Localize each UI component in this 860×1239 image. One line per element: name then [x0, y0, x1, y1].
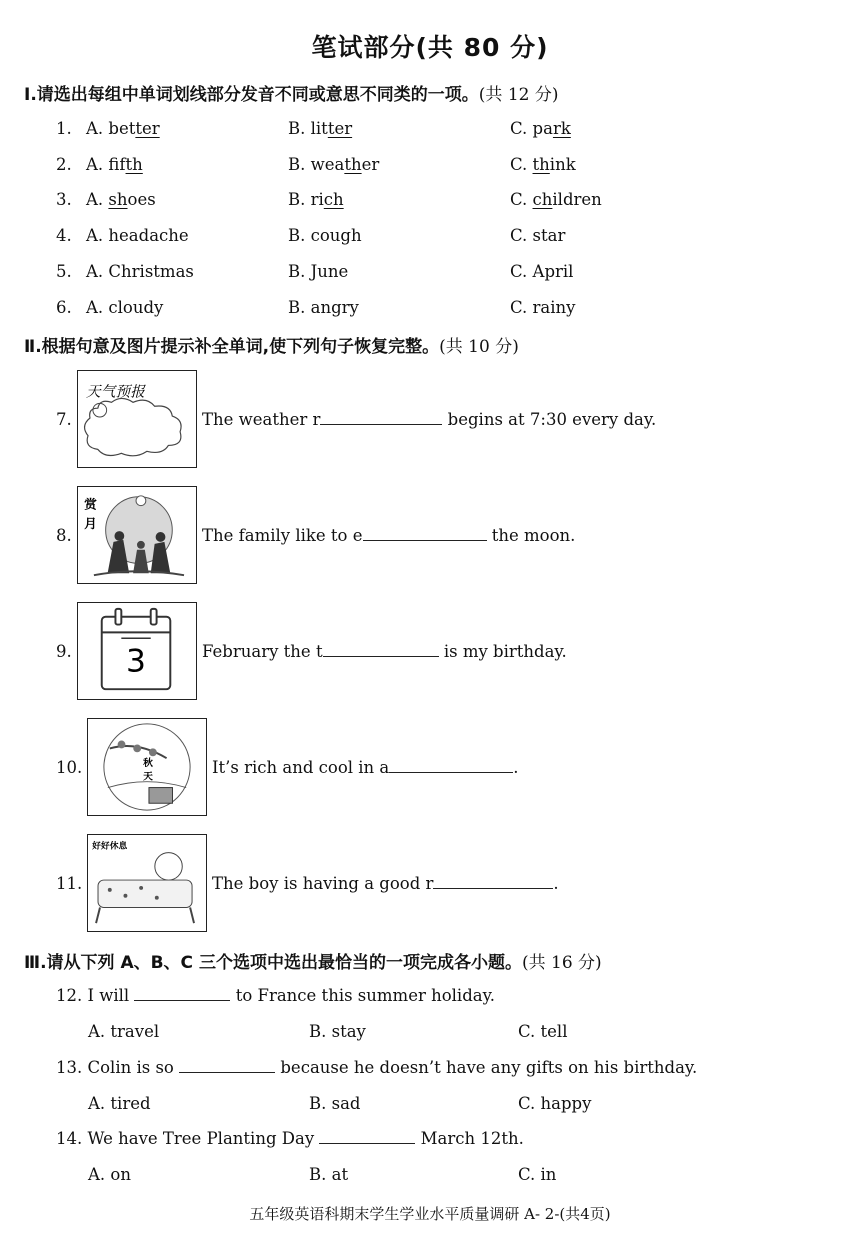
word-part: B. ri: [288, 190, 324, 209]
question-8-number: 8.: [56, 526, 72, 545]
underlined-letters: ter: [327, 119, 353, 138]
item-3-number: 3.: [56, 190, 72, 209]
page-footer: 五年级英语科期末学生学业水平质量调研 A- 2-(共4页): [249, 1205, 611, 1223]
word-part: B. lit: [288, 119, 328, 138]
item-2-option-b[interactable]: [288, 155, 379, 174]
word-part: oes: [127, 190, 156, 209]
weather-report-picture: [77, 370, 197, 468]
question-10-sentence: [212, 758, 519, 777]
word-part: B. wea: [288, 155, 345, 174]
svg-text:好好休息: 好好休息: [92, 841, 128, 852]
word-part: A. cloudy: [86, 298, 164, 317]
answer-blank-12[interactable]: [134, 986, 230, 1001]
word-part: C.: [510, 155, 533, 174]
item-5-number: 5.: [56, 262, 72, 281]
option-13-a[interactable]: A. tired: [88, 1094, 151, 1113]
svg-text:赏: 赏: [84, 497, 97, 513]
item-6-option-b[interactable]: [288, 298, 359, 317]
question-11-number: 11.: [56, 874, 83, 893]
item-2-number: 2.: [56, 155, 72, 174]
svg-text:天: 天: [143, 771, 153, 783]
question-7-sentence: [202, 410, 656, 429]
item-4-number: 4.: [56, 226, 72, 245]
item-3-option-b[interactable]: [288, 190, 344, 209]
underlined-letters: th: [532, 155, 550, 174]
question-10-before: It’s rich and cool in a: [212, 758, 390, 777]
answer-blank-10[interactable]: [389, 758, 513, 773]
option-12-b[interactable]: B. stay: [309, 1022, 366, 1041]
question-7-after: begins at 7:30 every day.: [442, 410, 657, 429]
option-13-c[interactable]: C. happy: [518, 1094, 592, 1113]
question-9-after: is my birthday.: [438, 642, 567, 661]
question-8-before: The family like to e: [202, 526, 363, 545]
option-13-b[interactable]: B. sad: [309, 1094, 361, 1113]
question-8-after: the moon.: [486, 526, 576, 545]
question-13-after: because he doesn’t have any gifts on his birthday.: [275, 1058, 698, 1077]
question-14: [56, 1129, 524, 1148]
section-2-points: (共 10 分): [439, 337, 519, 357]
item-4-option-a[interactable]: [86, 226, 189, 245]
calendar-picture: [77, 602, 197, 700]
word-part: A. headache: [86, 226, 189, 245]
section-1-heading: [24, 80, 559, 105]
word-part: er: [361, 155, 380, 174]
item-6-number: 6.: [56, 298, 72, 317]
section-3-heading: [24, 948, 602, 973]
word-part: C.: [510, 190, 533, 209]
underlined-letters: ch: [532, 190, 553, 209]
question-10-after: .: [513, 758, 519, 777]
word-part: ildren: [552, 190, 602, 209]
word-part: B. angry: [288, 298, 359, 317]
question-8-sentence: [202, 526, 575, 545]
item-1-option-b[interactable]: [288, 119, 352, 138]
question-12-after: to France this summer holiday.: [230, 986, 495, 1005]
picture-7-label: 天气预报: [86, 383, 145, 401]
question-11-before: The boy is having a good r: [212, 874, 434, 893]
section-3-points: (共 16 分): [521, 953, 602, 973]
underlined-letters: sh: [108, 190, 128, 209]
word-part: B. cough: [288, 226, 362, 245]
answer-blank-14[interactable]: [319, 1129, 415, 1144]
underlined-letters: ch: [323, 190, 344, 209]
question-7-number: 7.: [56, 410, 72, 429]
answer-blank-13[interactable]: [179, 1058, 275, 1073]
underlined-letters: ter: [135, 119, 160, 138]
svg-text:月: 月: [84, 517, 97, 533]
word-part: B. June: [288, 262, 349, 281]
item-3-option-c[interactable]: [510, 190, 602, 209]
answer-blank-9[interactable]: [323, 642, 439, 657]
question-9-before: February the t: [202, 642, 323, 661]
item-1-option-c[interactable]: [510, 119, 571, 138]
question-11-sentence: [212, 874, 559, 893]
option-14-a[interactable]: A. on: [88, 1165, 131, 1184]
question-7-before: The weather r: [202, 410, 321, 429]
question-13: [56, 1058, 697, 1077]
answer-blank-7[interactable]: [320, 410, 442, 425]
section-2-heading-text: Ⅱ.根据句意及图片提示补全单词,使下列句子恢复完整。: [24, 337, 440, 357]
item-5-option-b[interactable]: [288, 262, 348, 281]
option-12-a[interactable]: A. travel: [88, 1022, 160, 1041]
underlined-letters: rk: [552, 119, 571, 138]
item-4-option-c[interactable]: [510, 226, 565, 245]
question-12: [56, 986, 495, 1005]
answer-blank-11[interactable]: [433, 874, 553, 889]
item-2-option-c[interactable]: [510, 155, 576, 174]
option-14-b[interactable]: B. at: [309, 1165, 349, 1184]
sleeping-boy-picture: [87, 834, 207, 932]
question-9-sentence: [202, 642, 567, 661]
word-part: C. star: [510, 226, 566, 245]
item-1-number: 1.: [56, 119, 72, 138]
word-part: ink: [549, 155, 576, 174]
item-6-option-a[interactable]: [86, 298, 163, 317]
underlined-letters: th: [344, 155, 362, 174]
word-part: C. April: [510, 262, 574, 281]
item-2-option-a[interactable]: [86, 155, 143, 174]
question-13-before: 13. Colin is so: [56, 1058, 174, 1077]
word-part: A.: [86, 190, 109, 209]
question-9-number: 9.: [56, 642, 72, 661]
question-14-before: 14. We have Tree Planting Day: [56, 1129, 315, 1148]
question-11-after: .: [553, 874, 559, 893]
section-1-points: (共 12 分): [478, 85, 559, 105]
word-part: A. bet: [86, 119, 136, 138]
word-part: A. fif: [86, 155, 126, 174]
item-1-option-a[interactable]: [86, 119, 160, 138]
moon-viewing-picture: [77, 486, 197, 584]
question-14-after: March 12th.: [415, 1129, 524, 1148]
svg-text:秋: 秋: [143, 758, 153, 770]
calendar-date: 3: [126, 643, 146, 680]
answer-blank-8[interactable]: [363, 526, 487, 541]
underlined-letters: th: [125, 155, 143, 174]
word-part: A. Christmas: [86, 262, 194, 281]
page-title: 笔试部分(共 80 分): [311, 33, 549, 62]
item-5-option-a[interactable]: [86, 262, 194, 281]
section-3-heading-text: Ⅲ.请从下列 A、B、C 三个选项中选出最恰当的一项完成各小题。: [24, 953, 522, 973]
question-12-before: 12. I will: [56, 986, 130, 1005]
item-4-option-b[interactable]: [288, 226, 362, 245]
option-14-c[interactable]: C. in: [518, 1165, 557, 1184]
section-1-heading-text: Ⅰ.请选出每组中单词划线部分发音不同或意思不同类的一项。: [24, 85, 479, 105]
word-part: C. rainy: [510, 298, 576, 317]
option-12-c[interactable]: C. tell: [518, 1022, 568, 1041]
question-10-number: 10.: [56, 758, 83, 777]
autumn-picture: [87, 718, 207, 816]
item-5-option-c[interactable]: [510, 262, 573, 281]
section-2-heading: [24, 332, 519, 357]
word-part: C. pa: [510, 119, 553, 138]
item-3-option-a[interactable]: [86, 190, 156, 209]
item-6-option-c[interactable]: [510, 298, 575, 317]
